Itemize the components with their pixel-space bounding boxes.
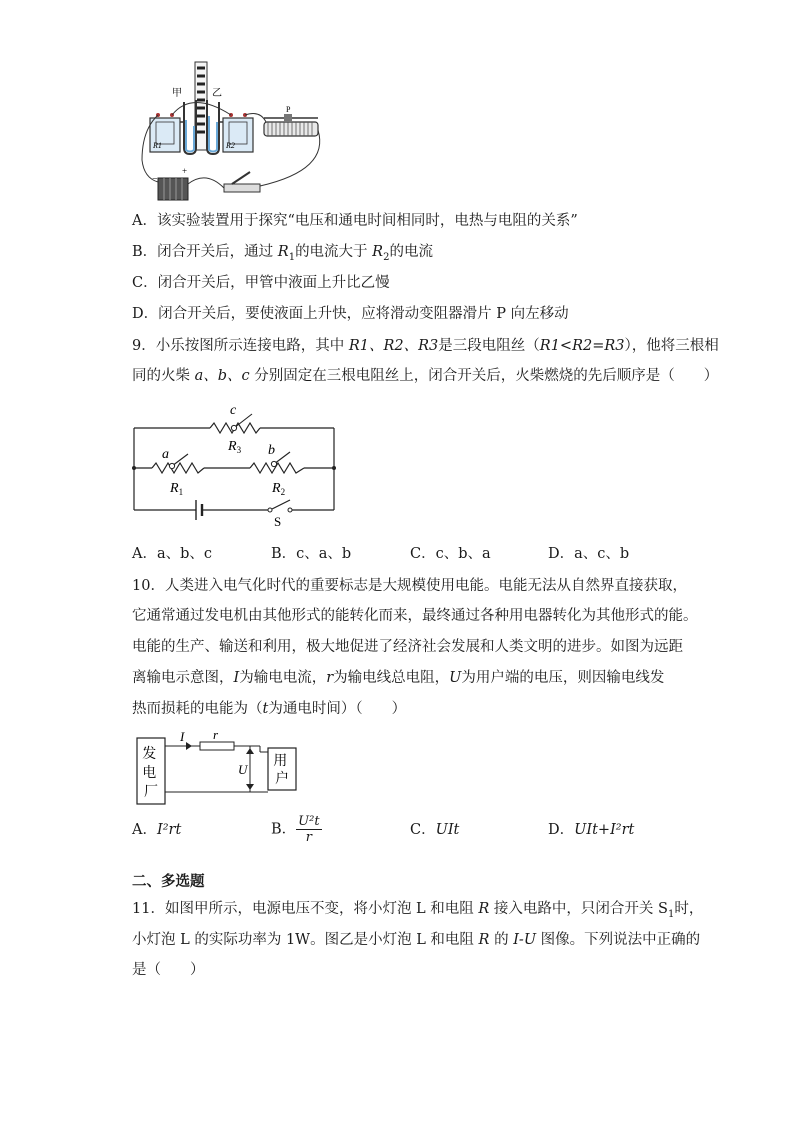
label-r1: $R_1$ [170,481,184,497]
q11-stem-line1-mid: 接入电路中，只闭合开关 S [489,901,668,917]
q8-option-b-r2: R [372,244,384,260]
q10-stem-line4 [132,668,664,688]
q10-stem-line1: 10．人类进入电气化时代的重要标志是大规模使用电能。电能无法从自然界直接获取， [132,578,687,594]
q8-option-d[interactable]: D．闭合开关后，要使液面上升快，应将滑动变阻器滑片 P 向左移动 [132,306,569,322]
q9-option-a[interactable]: A．a、b、c [132,546,213,562]
q10-option-b-numerator: U²t [298,814,320,829]
q8-option-b-r1: R [277,244,289,260]
q9-stem-line1-post: ），他将三根相 [624,338,719,354]
q10-var-r: r [326,670,334,686]
q9-resistor-condition: R1<R2=R3 [539,338,625,354]
q10-option-a[interactable] [132,820,181,840]
q9-stem-line1 [132,336,719,356]
q11-stem-line2-pre: 小灯泡 L 的实际功率为 1W。图乙是小灯泡 L 和电阻 [132,932,479,948]
q10-option-d-expr: UIt+I²rt [574,822,635,838]
q9-option-b[interactable]: B．c、a、b [271,546,352,562]
q10-option-a-expr: I²rt [156,822,182,838]
q11-stem-line2-post: 图像。下列说法中正确的 [536,932,701,948]
match-c [234,414,252,428]
current-arrow [186,742,192,750]
label-i: I [180,730,185,744]
q9-stem-line2 [132,366,718,386]
label-plus: + [182,166,188,176]
q10-option-d[interactable] [548,820,634,840]
q9-stem-line1-mid: 是三段电阻丝（ [438,338,540,354]
label-u: U [238,762,248,777]
q11-stem-line2-mid: 的 [489,932,514,948]
section-title-multiple-choice: 二、多选题 [132,874,205,890]
q11-stem-line1-pre: 11．如图甲所示，电源电压不变，将小灯泡 L 和电阻 [132,901,479,917]
q10-option-b[interactable] [271,814,322,845]
label-b: b [268,443,275,458]
label-r2: $R_2$ [272,481,286,497]
q10-stem-line2: 它通常通过发电机由其他形式的能转化而来，最终通过各种用电器转化为其他形式的能。 [132,608,698,624]
q10-option-c[interactable] [410,820,459,840]
voltage-arrow-top [246,748,254,754]
q11-var-r-2: R [478,932,490,948]
q10-stem-line4-a: 为输电电流， [239,670,327,686]
q10-option-c-expr: UIt [435,822,460,838]
q9-stem-line1-pre: 9．小乐按图所示连接电路，其中 [132,338,349,354]
q10-option-b-fraction [296,814,321,845]
q11-iu-graph: I-U [513,932,537,948]
q8-option-b-r2-sub: 2 [383,251,390,263]
q11-stem-line2 [132,930,700,950]
q8-option-a[interactable]: A．该实验装置用于探究“电压和通电时间相同时，电热与电阻的关系” [132,213,578,229]
label-jia: 甲 [172,88,182,99]
label-a: a [162,447,169,462]
power-plant-label: 发 电 厂 [142,747,158,800]
q11-stem-line3: 是（ ） [132,962,205,978]
q8-option-b-pre: B．闭合开关后，通过 [132,244,278,260]
resistor-r1 [152,463,204,473]
q11-var-r-1: R [478,901,490,917]
q10-stem-line4-b: 为输电线总电阻， [333,670,450,686]
q11-stem-line1-post: 时， [674,901,704,917]
q10-stem-line4-c: 为用户端的电压，则因输电线发 [461,670,665,686]
q9-option-c[interactable]: C．c、b、a [410,546,491,562]
label-r2: R2 [226,141,235,150]
q10-stem-line4-pre: 离输电示意图， [132,670,234,686]
switch-s [272,500,290,509]
q10-stem-line5 [132,699,406,719]
label-p: P [286,105,291,114]
q9-circuit-figure [130,398,342,532]
q10-option-a-label: A． [132,822,157,838]
q9-option-d[interactable]: D．a、c、b [548,546,630,562]
q8-option-b-mid: 的电流大于 [295,244,373,260]
label-minus: − [152,174,158,185]
battery [158,178,188,200]
line-resistor-r [200,742,234,750]
q8-apparatus-figure [132,60,332,210]
q9-stem-line2-post: 分别固定在三根电阻丝上，闭合开关后，火柴燃烧的先后顺序是（ ） [249,368,719,384]
q10-stem-line5-pre: 热而损耗的电能为（ [132,701,263,717]
q8-option-b-post: 的电流 [389,244,433,260]
label-r1: R1 [153,141,162,150]
q10-var-i: I [233,670,240,686]
q9-match-names: a、b、c [194,368,250,384]
q11-s1-sub: 1 [667,908,675,920]
label-r: r [213,730,219,742]
q9-stem-line2-pre: 同的火柴 [132,368,195,384]
label-yi: 乙 [212,88,222,99]
q8-option-c[interactable]: C．闭合开关后，甲管中液面上升比乙慢 [132,275,390,291]
q10-option-d-label: D． [548,822,575,838]
voltage-arrow-bottom [246,784,254,790]
q10-transmission-figure [134,730,302,808]
q10-stem-line3: 电能的生产、输送和利用，极大地促进了经济社会发展和人类文明的进步。如图为远距 [132,639,683,655]
q10-option-b-label: B． [271,821,297,838]
user-label: 用 户 [273,754,289,787]
q11-stem-line1 [132,899,703,925]
q8-option-b-r1-sub: 1 [288,251,296,263]
q10-stem-line5-post: 为通电时间）（ ） [268,701,407,717]
knife-switch [224,184,260,192]
label-s: S [274,514,282,529]
label-c: c [230,403,237,418]
q8-option-b[interactable] [132,242,433,268]
q10-var-u: U [449,670,462,686]
q9-resistor-names: R1、R2、R3 [348,338,439,354]
q10-var-t: t [262,701,269,717]
q10-option-b-denominator: r [305,830,312,845]
label-r3: $R_3$ [228,439,242,455]
q10-option-c-label: C． [410,822,436,838]
